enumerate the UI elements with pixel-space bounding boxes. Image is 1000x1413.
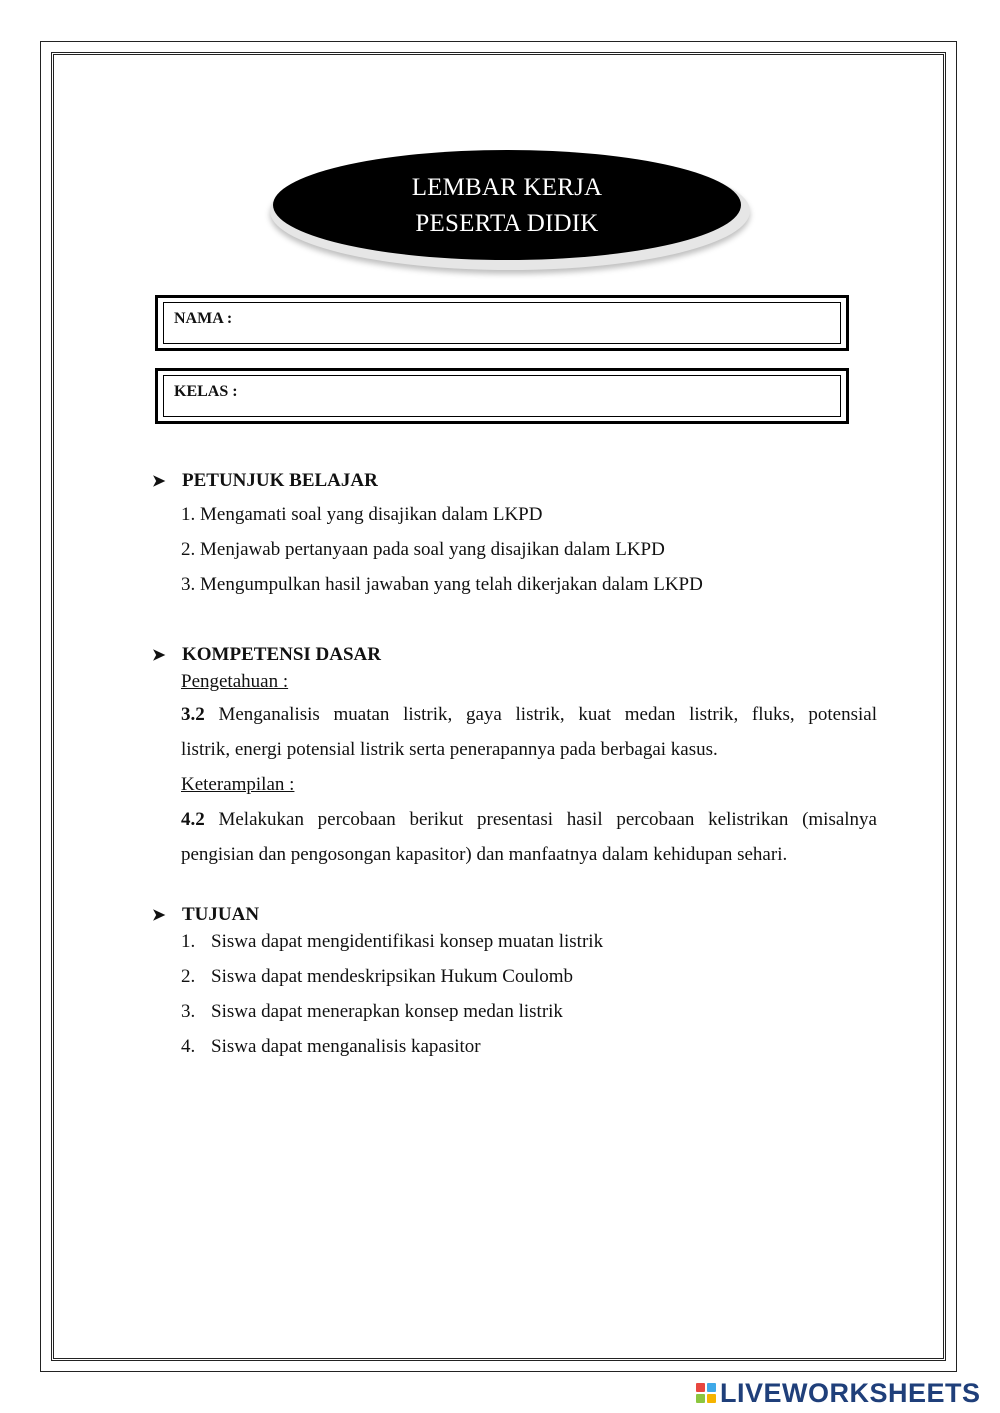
tujuan-heading xyxy=(152,904,259,927)
tujuan-item-4 xyxy=(181,1036,481,1058)
petunjuk-item-2: 2. Menjawab pertanyaan pada soal yang disajikan dalam LKPD xyxy=(181,539,665,560)
kd-4-2-line-1-text: Melakukan percobaan berikut presentasi hasil percobaan kelistrikan (misalnya xyxy=(218,809,877,830)
tujuan-item-text: Siswa dapat menerapkan konsep medan listrik xyxy=(211,1001,563,1022)
tujuan-item-1 xyxy=(181,931,603,953)
kelas-label: KELAS : xyxy=(174,383,238,400)
kd-4-2-line-1 xyxy=(181,802,877,837)
kompetensi-heading-text: KOMPETENSI DASAR xyxy=(182,644,381,665)
tujuan-item-number: 3. xyxy=(181,1001,196,1022)
kd-3-2-paragraph xyxy=(181,697,877,767)
petunjuk-heading xyxy=(152,470,378,493)
kompetensi-heading xyxy=(152,644,381,667)
kelas-field-inner-border xyxy=(163,375,841,417)
keterampilan-label: Keterampilan : xyxy=(181,774,295,795)
kd-4-2-number: 4.2 xyxy=(181,809,205,830)
tujuan-item-2 xyxy=(181,966,573,988)
tujuan-item-3 xyxy=(181,1001,563,1023)
kd-4-2-line-2: pengisian dan pengosongan kapasitor) dan manfaatnya dalam kehidupan sehari. xyxy=(181,844,788,865)
kd-3-2-line-1-text: Menganalisis muatan listrik, gaya listrik, kuat medan listrik, fluks, potensial xyxy=(218,704,877,725)
nama-field-box[interactable] xyxy=(155,295,849,351)
nama-label: NAMA : xyxy=(174,310,233,327)
watermark-text: LIVEWORKSHEETS xyxy=(720,1377,981,1408)
petunjuk-heading-text: PETUNJUK BELAJAR xyxy=(182,470,378,491)
petunjuk-item-1: 1. Mengamati soal yang disajikan dalam LKPD xyxy=(181,504,543,525)
tujuan-item-text: Siswa dapat menganalisis kapasitor xyxy=(211,1036,481,1057)
arrow-bullet-icon: ➤ xyxy=(152,907,166,924)
title-oval xyxy=(273,150,741,260)
title-line-2: PESERTA DIDIK xyxy=(415,210,599,237)
tujuan-item-number: 2. xyxy=(181,966,196,987)
logo-square-red xyxy=(696,1383,705,1392)
kd-3-2-line-2: listrik, energi potensial listrik serta penerapannya pada berbagai kasus. xyxy=(181,739,718,760)
tujuan-item-text: Siswa dapat mendeskripsikan Hukum Coulomb xyxy=(211,966,574,987)
liveworksheets-logo-icon xyxy=(696,1383,716,1403)
kelas-field-box[interactable] xyxy=(155,368,849,424)
arrow-bullet-icon: ➤ xyxy=(152,473,166,490)
petunjuk-item-3: 3. Mengumpulkan hasil jawaban yang telah dikerjakan dalam LKPD xyxy=(181,574,703,595)
tujuan-item-text: Siswa dapat mengidentifikasi konsep muatan listrik xyxy=(211,931,604,952)
arrow-bullet-icon: ➤ xyxy=(152,647,166,664)
pengetahuan-label: Pengetahuan : xyxy=(181,671,289,692)
title-line-1: LEMBAR KERJA xyxy=(411,174,603,201)
kd-3-2-line-1 xyxy=(181,697,877,732)
tujuan-item-number: 1. xyxy=(181,931,196,952)
tujuan-item-number: 4. xyxy=(181,1036,196,1057)
kd-3-2-number: 3.2 xyxy=(181,704,205,725)
logo-square-green xyxy=(696,1394,705,1403)
logo-square-blue xyxy=(707,1383,716,1392)
liveworksheets-watermark xyxy=(696,1378,981,1408)
tujuan-heading-text: TUJUAN xyxy=(182,904,260,925)
kd-4-2-paragraph xyxy=(181,802,877,872)
logo-square-yellow xyxy=(707,1394,716,1403)
nama-field-inner-border xyxy=(163,302,841,344)
